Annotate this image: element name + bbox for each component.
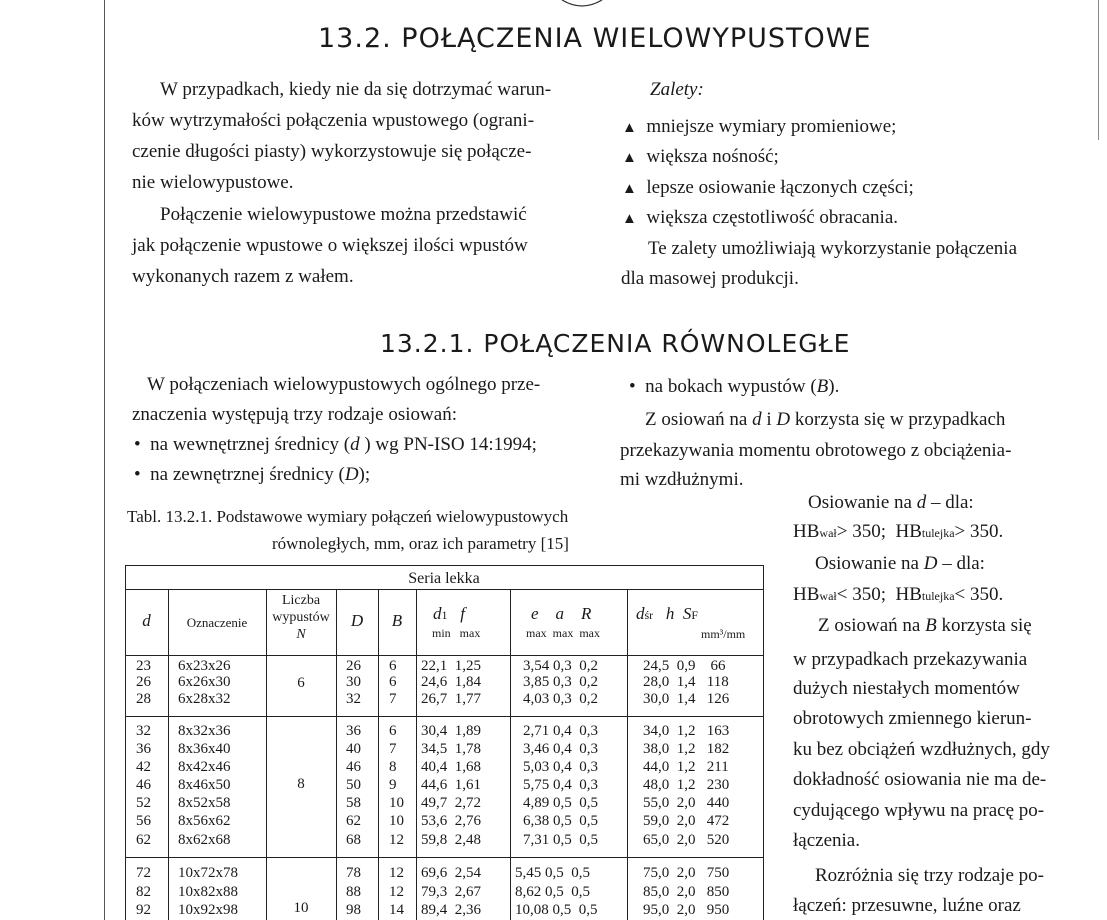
sidebar-line: łączenia. xyxy=(793,830,860,851)
bullet-sides: • na bokach wypustów (B). xyxy=(629,376,840,397)
cell-d: 32 36 42 46 52 56 62 xyxy=(136,723,151,848)
cell-oznaczenie: 8x32x36 8x36x40 8x42x46 8x46x50 8x52x58 8x56x62 8x62x68 xyxy=(178,723,231,848)
cell-dsr-h-sf: 24,5 0,9 66 28,0 1,4 118 30,0 1,4 126 xyxy=(643,658,730,707)
advantages-title: Zalety: xyxy=(650,79,704,100)
sidebar-line: cydującego wpływu na pracę po- xyxy=(793,800,1045,821)
bullet-dot-icon: • xyxy=(134,464,141,485)
header-max-max-max: max max max xyxy=(526,626,600,640)
section-line-1: W połączeniach wielowypustowych ogólnego prze- xyxy=(147,374,541,395)
intro-line-6: jak połączenie wpustowe o większej ilości wpustów xyxy=(132,235,528,256)
cell-N: 8 xyxy=(297,776,305,792)
header-oznaczenie: Oznaczenie xyxy=(186,615,248,630)
header-d: d xyxy=(142,611,151,630)
intro-line-2: ków wytrzymałości połączenia wpustowego (ograni- xyxy=(132,110,535,131)
cell-B: 6 7 8 9 10 10 12 xyxy=(389,723,404,848)
intro-line-4: nie wielowypustowe. xyxy=(132,172,294,193)
cell-oznaczenie: 10x72x78 10x82x88 10x92x98 xyxy=(178,865,238,918)
header-D: D xyxy=(350,611,364,630)
sidebar-para2-line1: Rozróżnia się trzy rodzaje po- xyxy=(815,865,1044,886)
cell-B: 12 12 14 xyxy=(389,865,404,918)
intro-line-3: czenie długości piasty) wykorzystowuje się połącze- xyxy=(132,141,532,162)
header-B: B xyxy=(391,611,403,630)
cell-oznaczenie: 6x23x26 6x26x30 6x28x32 xyxy=(178,658,231,707)
triangle-bullet-icon: ▲ xyxy=(622,211,637,227)
triangle-bullet-icon: ▲ xyxy=(622,150,637,166)
cell-d1-f: 69,6 2,54 79,3 2,67 89,4 2,36 xyxy=(421,865,481,918)
bullet-dot-icon: • xyxy=(629,376,636,397)
header-d1-f: d1 f xyxy=(433,604,465,623)
table-caption-1: Tabl. 13.2.1. Podstawowe wymiary połączeń wielowypustowych xyxy=(127,507,569,526)
subsection-heading: 13.2.1. POŁĄCZENIA RÓWNOLEGŁE xyxy=(380,329,851,358)
header-liczba: Liczba wypustów N xyxy=(272,593,330,642)
intro-line-5: Połączenie wielowypustowe można przedstawić xyxy=(160,204,527,225)
cell-d1-f: 22,1 1,25 24,6 1,84 26,7 1,77 xyxy=(421,658,481,707)
section-right-line-3: mi wzdłużnymi. xyxy=(620,469,744,490)
cell-N: 10 xyxy=(293,900,309,916)
table-series-title: Seria lekka xyxy=(408,570,480,587)
top-right-margin-line xyxy=(1098,0,1099,140)
bullet-dot-icon: • xyxy=(134,434,141,455)
cell-e-a-R: 2,71 0,4 0,3 3,46 0,4 0,3 5,03 0,4 0,3 5,75 0,4 0,3 4,89 0,5 0,5 6,38 0,5 0,5 7,31 0,5 0,5 xyxy=(523,723,598,848)
sidebar-osiowanie-B: Z osiowań na B korzysta się xyxy=(818,615,1032,636)
sidebar-line: dokładność osiowania nie ma de- xyxy=(793,769,1047,790)
advantage-item: ▲ mniejsze wymiary promieniowe; xyxy=(622,116,897,137)
section-line-2: znaczenia występują trzy rodzaje osiowań: xyxy=(132,404,457,425)
sidebar-line: obrotowych zmiennego kierun- xyxy=(793,708,1032,729)
advantage-item: ▲ większa częstotliwość obracania. xyxy=(622,207,898,228)
cell-dsr-h-sf: 34,0 1,2 163 38,0 1,2 182 44,0 1,2 211 48,0 1,2 230 55,0 2,0 440 59,0 2,0 472 65,0 2,0 520 xyxy=(643,723,730,848)
sidebar-hardness-D: HBwał< 350; HBtulejka< 350. xyxy=(793,584,1004,605)
cell-dsr-h-sf: 75,0 2,0 750 85,0 2,0 850 95,0 2,0 950 xyxy=(643,865,730,918)
advantage-item: ▲ większa nośność; xyxy=(622,146,779,167)
cell-e-a-R: 5,45 0,5 0,5 8,62 0,5 0,5 10,08 0,5 0,5 xyxy=(515,865,598,918)
cell-D: 26 30 32 xyxy=(346,658,361,707)
cell-D: 36 40 46 50 58 62 68 xyxy=(346,723,361,848)
sidebar-para2-line2: łączeń: przesuwne, luźne oraz xyxy=(793,895,1021,916)
sidebar-hardness-d: HBwał> 350; HBtulejka> 350. xyxy=(793,521,1004,542)
cell-e-a-R: 3,54 0,3 0,2 3,85 0,3 0,2 4,03 0,3 0,2 xyxy=(523,658,598,707)
header-e-a-R: e a R xyxy=(531,604,592,623)
sidebar-osiowanie-d: Osiowanie na d – dla: xyxy=(808,492,974,513)
sidebar-line: ku bez obciążeń wzdłużnych, gdy xyxy=(793,739,1050,760)
sidebar-line: dużych niestałych momentów xyxy=(793,678,1020,699)
page-ornament xyxy=(560,0,604,10)
advantage-item: ▲ lepsze osiowanie łączonych części; xyxy=(622,177,914,198)
table-caption-2: równoległych, mm, oraz ich parametry [15] xyxy=(272,534,569,553)
section-right-line-2: przekazywania momentu obrotowego z obciążenia- xyxy=(620,440,1012,461)
section-heading: 13.2. POŁĄCZENIA WIELOWYPUSTOWE xyxy=(318,23,872,54)
advantages-after-2: dla masowej produkcji. xyxy=(621,268,799,289)
header-min-max: min max xyxy=(432,626,481,640)
cell-B: 6 6 7 xyxy=(389,658,397,707)
cell-d1-f: 30,4 1,89 34,5 1,78 40,4 1,68 44,6 1,61 49,7 2,72 53,6 2,76 59,8 2,48 xyxy=(421,723,481,848)
cell-d: 72 82 92 xyxy=(136,865,151,918)
page-margin-line xyxy=(104,0,105,920)
header-dsr-h-sf: dśr h SF xyxy=(636,604,699,623)
triangle-bullet-icon: ▲ xyxy=(622,120,637,136)
intro-line-1: W przypadkach, kiedy nie da się dotrzymać warun- xyxy=(160,79,552,100)
triangle-bullet-icon: ▲ xyxy=(622,181,637,197)
intro-line-7: wykonanych razem z wałem. xyxy=(132,266,354,287)
section-right-line-1: Z osiowań na d i D korzysta się w przypadkach xyxy=(645,409,1006,430)
advantages-after-1: Te zalety umożliwiają wykorzystanie połączenia xyxy=(648,238,1018,259)
sidebar-line: w przypadkach przekazywania xyxy=(793,649,1028,670)
bullet-outer-diameter: • na zewnętrznej średnicy (D); xyxy=(134,464,371,485)
bullet-inner-diameter: • na wewnętrznej średnicy (d ) wg PN-ISO 14:1994; xyxy=(134,434,537,455)
header-unit: mm³/mm xyxy=(701,627,746,641)
cell-d: 23 26 28 xyxy=(136,658,151,707)
cell-N: 6 xyxy=(297,675,305,691)
sidebar-osiowanie-D: Osiowanie na D – dla: xyxy=(815,553,985,574)
cell-D: 78 88 98 xyxy=(346,865,361,918)
